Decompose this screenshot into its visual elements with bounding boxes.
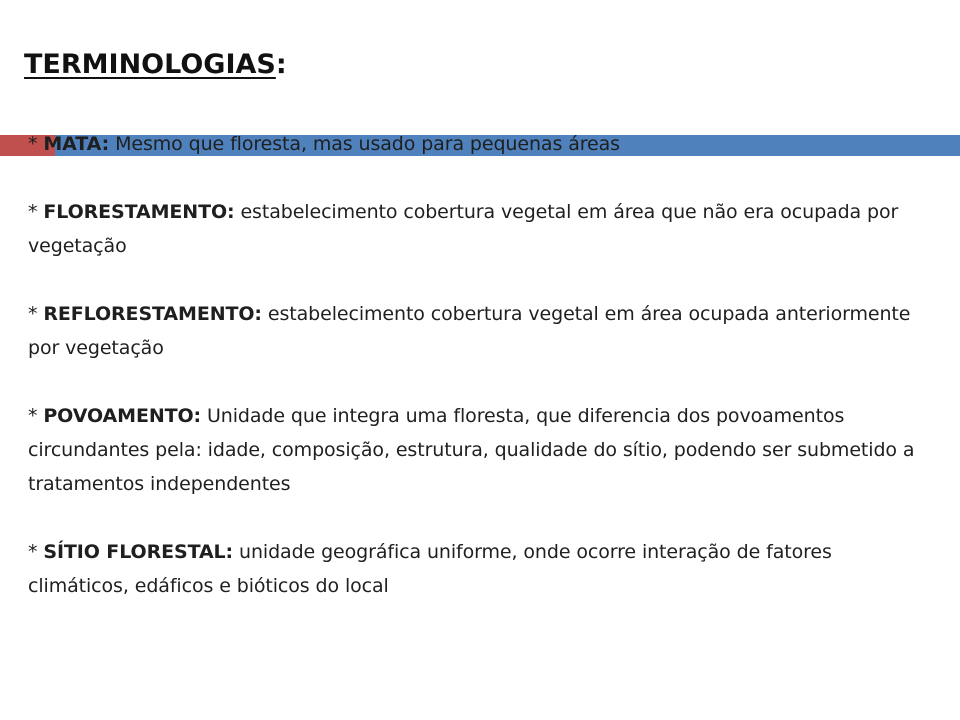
- page-title-colon: :: [275, 49, 287, 80]
- page-title-text: TERMINOLOGIAS: [24, 49, 276, 80]
- term-bullet: *: [28, 133, 38, 155]
- term-item-mata: [28, 127, 928, 161]
- term-definition: estabelecimento cobertura vegetal em área ocupada anteriormente por vegetação: [28, 303, 911, 359]
- term-definition: Unidade que integra uma floresta, que diferencia dos povoamentos circundantes pela: idade, composição, estrutura, qualidade do sítio, podendo ser submetido a tratamentos independentes: [28, 405, 915, 495]
- term-item-sitio-florestal: [28, 535, 928, 603]
- terms-list: [28, 127, 928, 603]
- term-definition: Mesmo que floresta, mas usado para pequenas áreas: [115, 133, 620, 155]
- term-item-reflorestamento: [28, 297, 928, 365]
- term-name: FLORESTAMENTO:: [43, 201, 235, 223]
- term-definition: estabelecimento cobertura vegetal em área que não era ocupada por vegetação: [28, 201, 899, 257]
- term-bullet: *: [28, 201, 38, 223]
- term-name: SÍTIO FLORESTAL:: [43, 541, 234, 563]
- term-bullet: *: [28, 541, 38, 563]
- term-item-florestamento: [28, 195, 928, 263]
- term-name: MATA:: [43, 133, 110, 155]
- term-bullet: *: [28, 405, 38, 427]
- term-definition: unidade geográfica uniforme, onde ocorre interação de fatores climáticos, edáficos e bióticos do local: [28, 541, 832, 597]
- page-title: [24, 48, 287, 82]
- term-bullet: *: [28, 303, 38, 325]
- term-name: POVOAMENTO:: [43, 405, 202, 427]
- term-name: REFLORESTAMENTO:: [43, 303, 262, 325]
- term-item-povoamento: [28, 399, 928, 501]
